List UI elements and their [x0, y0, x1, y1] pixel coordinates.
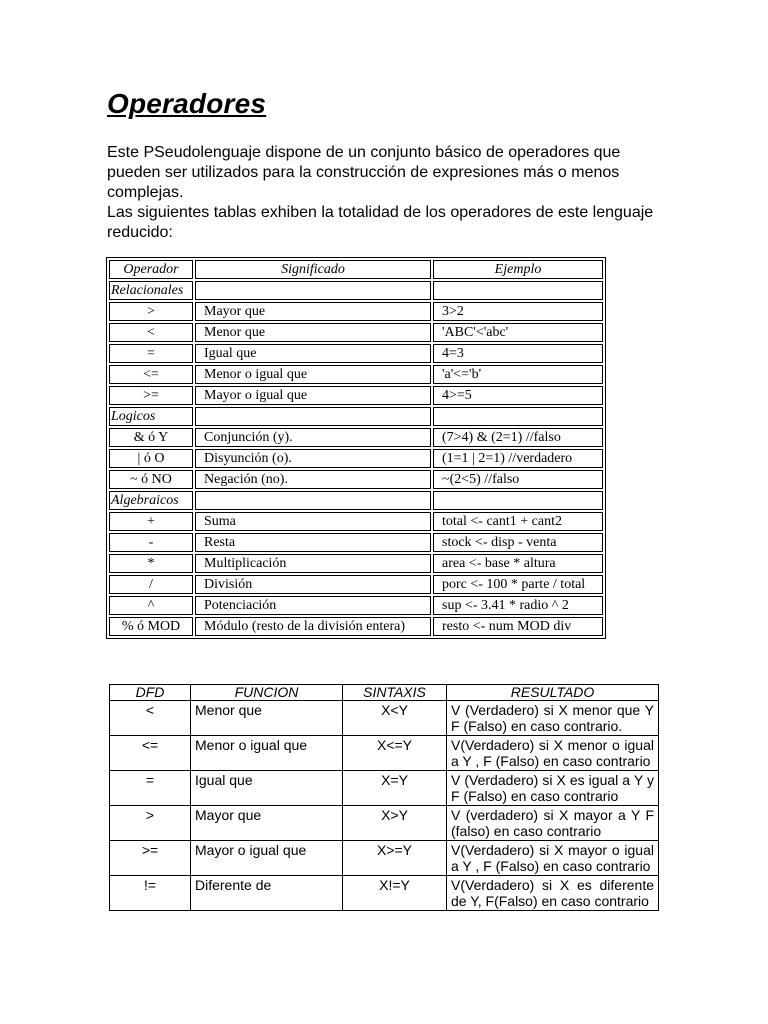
category-label: Relacionales: [109, 281, 193, 300]
example-cell: 'a'<='b': [433, 365, 603, 384]
category-row: [109, 491, 603, 510]
operator-cell: =: [109, 344, 193, 363]
category-label: Logicos: [109, 407, 193, 426]
table-row: [109, 575, 603, 594]
syntax-cell: X>=Y: [343, 841, 447, 876]
function-cell: Igual que: [191, 771, 343, 806]
meaning-cell: Mayor o igual que: [195, 386, 431, 405]
dfd-operator-cell: <: [110, 701, 191, 736]
table-row: [109, 302, 603, 321]
operator-cell: >: [109, 302, 193, 321]
operator-cell: | ó O: [109, 449, 193, 468]
table-row: [109, 323, 603, 342]
table-row: [109, 512, 603, 531]
example-cell: 4=3: [433, 344, 603, 363]
meaning-cell: Menor que: [195, 323, 431, 342]
dfd-operator-cell: <=: [110, 736, 191, 771]
operator-cell: & ó Y: [109, 428, 193, 447]
operator-cell: ^: [109, 596, 193, 615]
intro-paragraph-1: Este PSeudolenguaje dispone de un conjunto básico de operadores que pueden ser utilizados para la construcción de expresiones más o menos complejas.: [107, 144, 621, 201]
example-cell: porc <- 100 * parte / total: [433, 575, 603, 594]
result-cell: V(Verdadero) si X mayor o igual a Y , F (Falso) en caso contrario: [447, 841, 659, 876]
dfd-table-header-row: [110, 685, 659, 701]
header-sintaxis: SINTAXIS: [343, 685, 447, 701]
meaning-cell: Módulo (resto de la división entera): [195, 617, 431, 636]
operators-table: [106, 257, 606, 639]
function-cell: Diferente de: [191, 876, 343, 911]
example-cell: (1=1 | 2=1) //verdadero: [433, 449, 603, 468]
function-cell: Mayor o igual que: [191, 841, 343, 876]
category-row: [109, 281, 603, 300]
table-row: [109, 617, 603, 636]
intro-text: [107, 143, 667, 243]
meaning-cell: Igual que: [195, 344, 431, 363]
example-cell: area <- base * altura: [433, 554, 603, 573]
meaning-cell: Conjunción (y).: [195, 428, 431, 447]
meaning-cell: Disyunción (o).: [195, 449, 431, 468]
example-cell: total <- cant1 + cant2: [433, 512, 603, 531]
meaning-cell: Multiplicación: [195, 554, 431, 573]
table-row: [109, 533, 603, 552]
operator-cell: ~ ó NO: [109, 470, 193, 489]
example-cell: sup <- 3.41 * radio ^ 2: [433, 596, 603, 615]
example-cell: 4>=5: [433, 386, 603, 405]
syntax-cell: X=Y: [343, 771, 447, 806]
operator-cell: >=: [109, 386, 193, 405]
operator-cell: <: [109, 323, 193, 342]
dfd-operator-cell: !=: [110, 876, 191, 911]
table-row: [109, 386, 603, 405]
header-dfd: DFD: [110, 685, 191, 701]
table-row: [109, 344, 603, 363]
table-row: [109, 365, 603, 384]
table-row: [110, 701, 659, 736]
operator-cell: <=: [109, 365, 193, 384]
table-row: [109, 428, 603, 447]
dfd-operator-cell: >: [110, 806, 191, 841]
example-cell: ~(2<5) //falso: [433, 470, 603, 489]
header-resultado: RESULTADO: [447, 685, 659, 701]
operator-cell: *: [109, 554, 193, 573]
meaning-cell: Mayor que: [195, 302, 431, 321]
empty-cell: [433, 491, 603, 510]
dfd-operator-cell: =: [110, 771, 191, 806]
result-cell: V(Verdadero) si X menor o igual a Y , F (Falso) en caso contrario: [447, 736, 659, 771]
table-row: [110, 841, 659, 876]
example-cell: (7>4) & (2=1) //falso: [433, 428, 603, 447]
category-label: Algebraicos: [109, 491, 193, 510]
table-row: [110, 876, 659, 911]
empty-cell: [433, 407, 603, 426]
table-row: [110, 736, 659, 771]
example-cell: stock <- disp - venta: [433, 533, 603, 552]
example-cell: 3>2: [433, 302, 603, 321]
meaning-cell: Menor o igual que: [195, 365, 431, 384]
header-funcion: FUNCION: [191, 685, 343, 701]
example-cell: resto <- num MOD div: [433, 617, 603, 636]
dfd-operator-cell: >=: [110, 841, 191, 876]
syntax-cell: X<Y: [343, 701, 447, 736]
result-cell: V(Verdadero) si X es diferente de Y, F(Falso) en caso contrario: [447, 876, 659, 911]
syntax-cell: X<=Y: [343, 736, 447, 771]
header-operador: Operador: [109, 260, 193, 279]
empty-cell: [195, 407, 431, 426]
meaning-cell: División: [195, 575, 431, 594]
table-row: [109, 554, 603, 573]
table-row: [109, 596, 603, 615]
example-cell: 'ABC'<'abc': [433, 323, 603, 342]
function-cell: Mayor que: [191, 806, 343, 841]
dfd-operators-table: [109, 684, 659, 911]
result-cell: V (Verdadero) si X es igual a Y y F (Falso) en caso contrario: [447, 771, 659, 806]
header-significado: Significado: [195, 260, 431, 279]
operator-cell: /: [109, 575, 193, 594]
result-cell: V (Verdadero) si X menor que Y F (Falso) en caso contrario.: [447, 701, 659, 736]
header-ejemplo: Ejemplo: [433, 260, 603, 279]
operator-cell: -: [109, 533, 193, 552]
page-title: Operadores: [107, 88, 267, 119]
dfd-table-body: [110, 701, 659, 911]
syntax-cell: X>Y: [343, 806, 447, 841]
category-row: [109, 407, 603, 426]
meaning-cell: Resta: [195, 533, 431, 552]
table-row: [109, 470, 603, 489]
meaning-cell: Potenciación: [195, 596, 431, 615]
operators-table-header-row: [109, 260, 603, 279]
table-row: [110, 806, 659, 841]
function-cell: Menor que: [191, 701, 343, 736]
intro-paragraph-2: Las siguientes tablas exhiben la totalidad de los operadores de este lenguaje reducido:: [107, 204, 654, 241]
result-cell: V (verdadero) si X mayor a Y F (falso) en caso contrario: [447, 806, 659, 841]
empty-cell: [195, 491, 431, 510]
operators-table-body: [109, 281, 603, 636]
empty-cell: [433, 281, 603, 300]
meaning-cell: Suma: [195, 512, 431, 531]
meaning-cell: Negación (no).: [195, 470, 431, 489]
syntax-cell: X!=Y: [343, 876, 447, 911]
operator-cell: % ó MOD: [109, 617, 193, 636]
table-row: [110, 771, 659, 806]
operator-cell: +: [109, 512, 193, 531]
function-cell: Menor o igual que: [191, 736, 343, 771]
table-row: [109, 449, 603, 468]
empty-cell: [195, 281, 431, 300]
